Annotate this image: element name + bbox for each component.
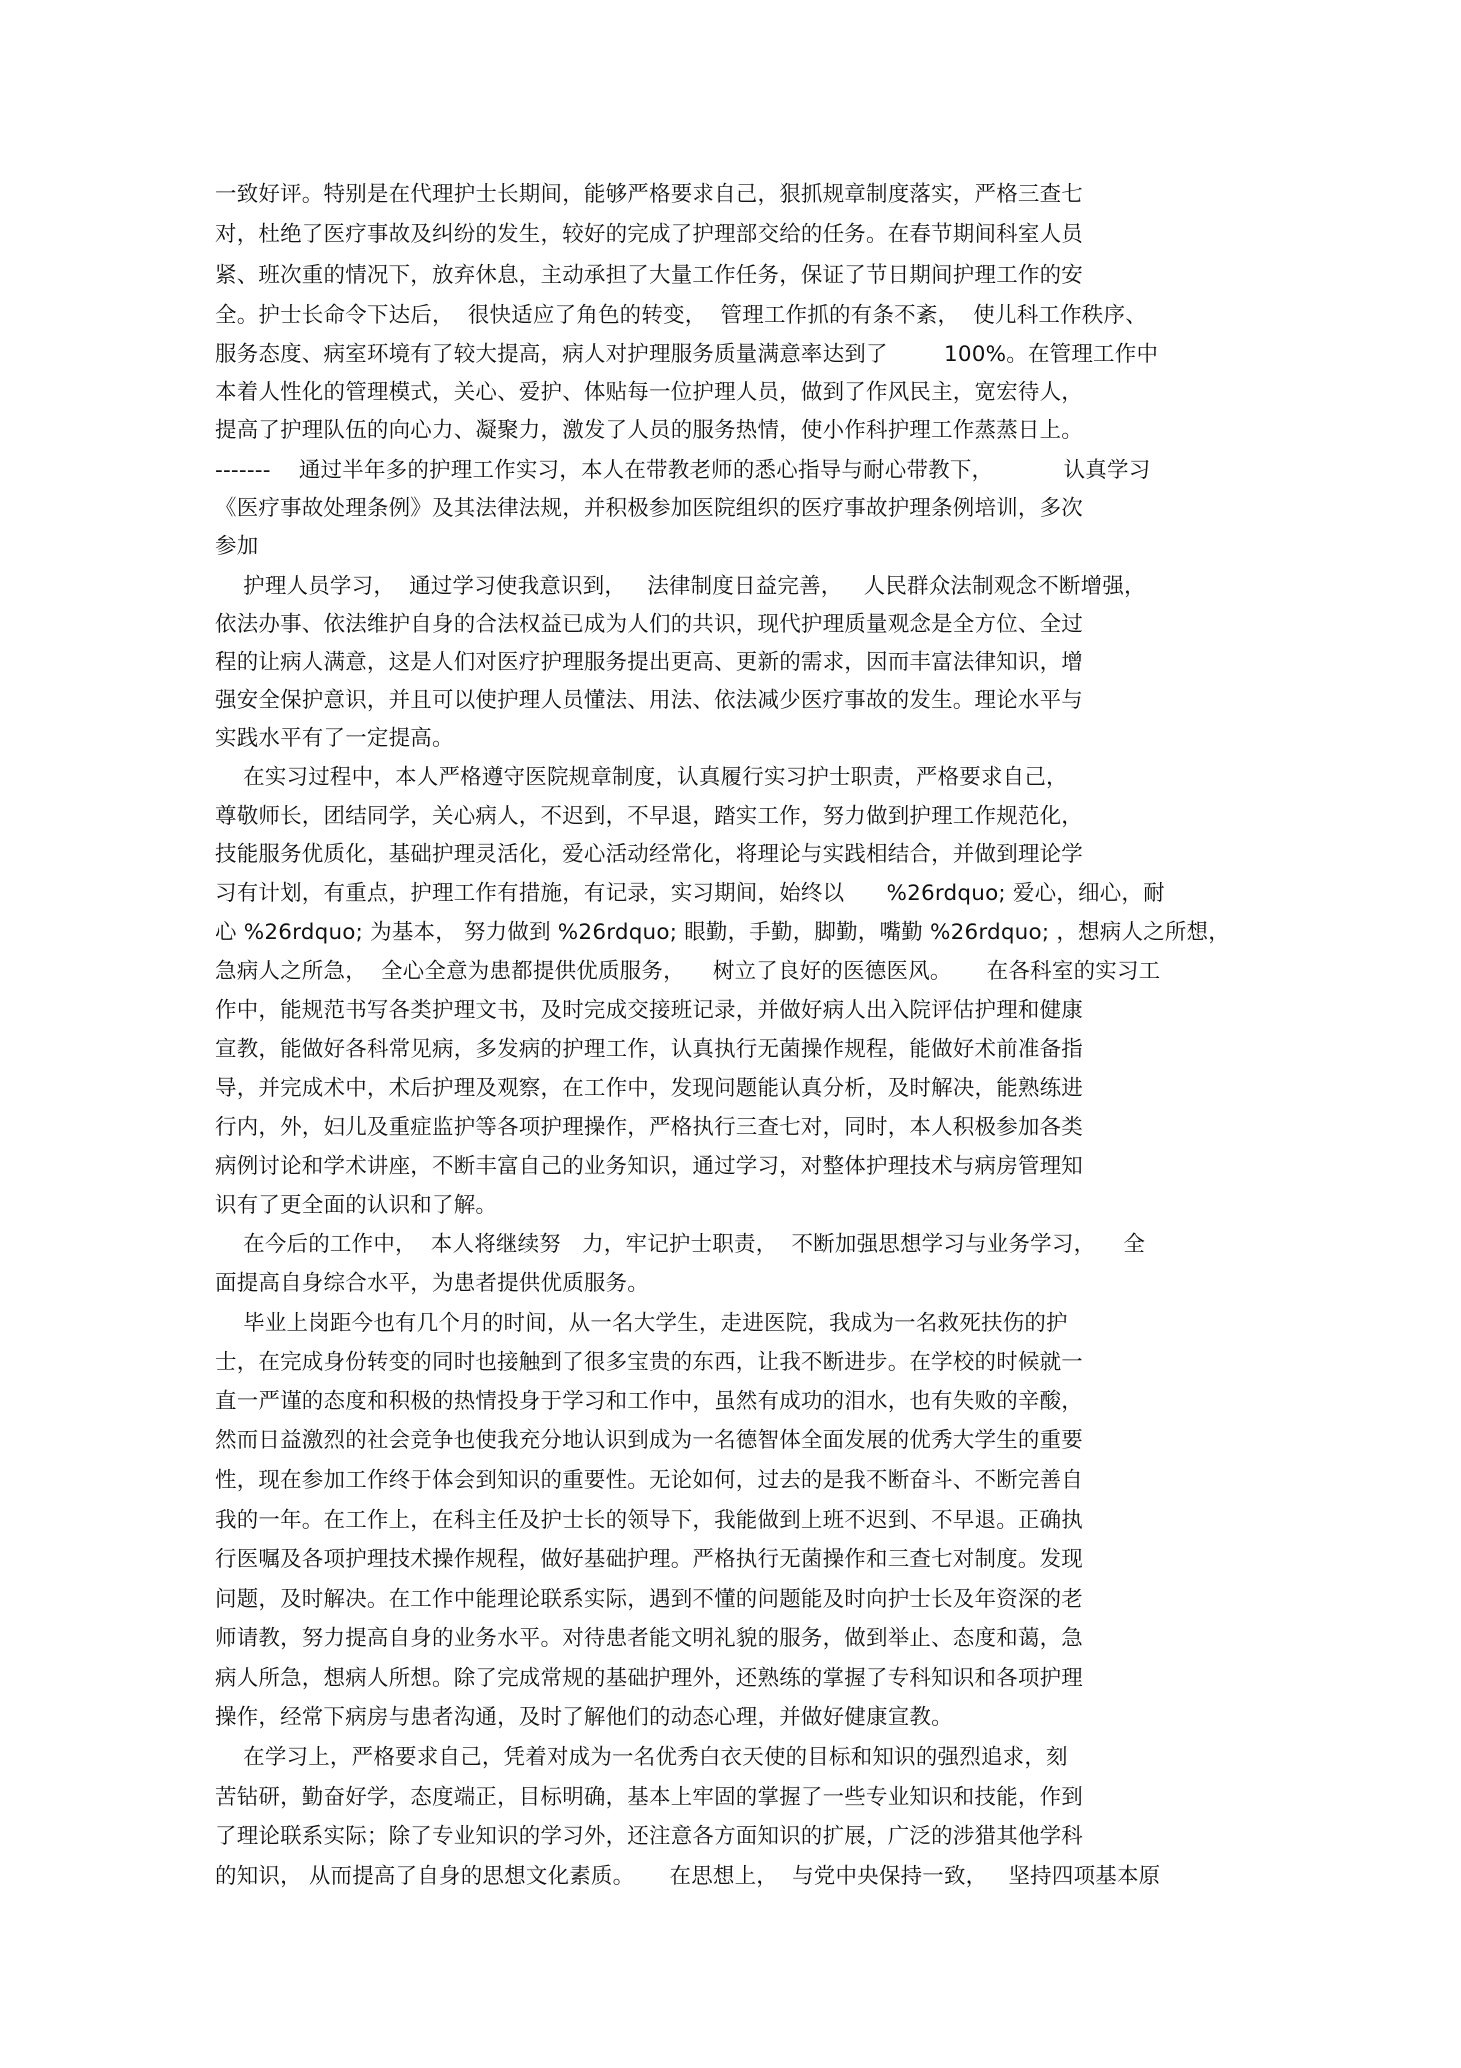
text-line: 习有计划，有重点，护理工作有措施，有记录，实习期间，始终以 %26rdquo; 爱心，细心，耐: [215, 881, 1165, 906]
text-line: 病例讨论和学术讲座，不断丰富自己的业务知识，通过学习，对整体护理技术与病房管理知: [215, 1154, 1084, 1179]
text-line: 心 %26rdquo; 为基本， 努力做到 %26rdquo; 眼勤，手勤，脚勤，嘴勤 %26rdquo; ，想病人之所想，: [215, 920, 1230, 945]
text-line: 识有了更全面的认识和了解。: [215, 1193, 498, 1218]
text-line: 《医疗事故处理条例》及其法律法规，并积极参加医院组织的医疗事故护理条例培训，多次: [215, 496, 1084, 521]
text-line: 在今后的工作中， 本人将继续努 力，牢记护士职责， 不断加强思想学习与业务学习， 全: [215, 1232, 1146, 1257]
text-line: 本着人性化的管理模式，关心、爱护、体贴每一位护理人员，做到了作风民主，宽宏待人，: [215, 380, 1084, 405]
text-line: 了理论联系实际；除了专业知识的学习外，还注意各方面知识的扩展，广泛的涉猎其他学科: [215, 1824, 1084, 1849]
text-line: 急病人之所急， 全心全意为患都提供优质服务， 树立了良好的医德医风。 在各科室的实习工: [215, 959, 1161, 984]
text-line: 行医嘱及各项护理技术操作规程，做好基础护理。严格执行无菌操作和三查七对制度。发现: [215, 1547, 1084, 1572]
text-line: 毕业上岗距今也有几个月的时间，从一名大学生，走进医院，我成为一名救死扶伤的护: [215, 1311, 1068, 1336]
text-line: 程的让病人满意，这是人们对医疗护理服务提出更高、更新的需求，因而丰富法律知识，增: [215, 650, 1084, 675]
text-line: 尊敬师长，团结同学，关心病人，不迟到，不早退，踏实工作，努力做到护理工作规范化，: [215, 804, 1084, 829]
text-line: 技能服务优质化，基础护理灵活化，爱心活动经常化，将理论与实践相结合，并做到理论学: [215, 842, 1084, 867]
text-line: 宣教，能做好各科常见病，多发病的护理工作，认真执行无菌操作规程，能做好术前准备指: [215, 1037, 1084, 1062]
text-line: 参加: [215, 534, 259, 559]
text-line: 在实习过程中，本人严格遵守医院规章制度，认真履行实习护士职责，严格要求自己，: [215, 765, 1068, 790]
text-line: 苦钻研，勤奋好学，态度端正，目标明确，基本上牢固的掌握了一些专业知识和技能，作到: [215, 1785, 1084, 1810]
text-line: 全。护士长命令下达后， 很快适应了角色的转变， 管理工作抓的有条不紊， 使儿科工作秩序、: [215, 303, 1147, 328]
text-line: 我的一年。在工作上，在科主任及护士长的领导下，我能做到上班不迟到、不早退。正确执: [215, 1508, 1084, 1533]
text-line: 在学习上，严格要求自己，凭着对成为一名优秀白衣天使的目标和知识的强烈追求，刻: [215, 1745, 1068, 1770]
text-line: 行内，外，妇儿及重症监护等各项护理操作，严格执行三查七对，同时，本人积极参加各类: [215, 1115, 1084, 1140]
text-line: 依法办事、依法维护自身的合法权益已成为人们的共识，现代护理质量观念是全方位、全过: [215, 612, 1084, 637]
text-line: 的知识， 从而提高了自身的思想文化素质。 在思想上， 与党中央保持一致， 坚持四项基本原: [215, 1864, 1161, 1889]
text-line: 面提高自身综合水平，为患者提供优质服务。: [215, 1271, 650, 1296]
text-line: 一致好评。特别是在代理护士长期间，能够严格要求自己，狠抓规章制度落实，严格三查七: [215, 182, 1084, 207]
text-line: 师请教，努力提高自身的业务水平。对待患者能文明礼貌的服务，做到举止、态度和蔼，急: [215, 1626, 1084, 1651]
text-line: 问题，及时解决。在工作中能理论联系实际，遇到不懂的问题能及时向护士长及年资深的老: [215, 1587, 1084, 1612]
text-line: 然而日益激烈的社会竞争也使我充分地认识到成为一名德智体全面发展的优秀大学生的重要: [215, 1428, 1084, 1453]
text-line: 强安全保护意识，并且可以使护理人员懂法、用法、依法减少医疗事故的发生。理论水平与: [215, 688, 1084, 713]
text-line: 病人所急，想病人所想。除了完成常规的基础护理外，还熟练的掌握了专科知识和各项护理: [215, 1666, 1084, 1691]
text-line: 提高了护理队伍的向心力、凝聚力，激发了人员的服务热情，使小作科护理工作蒸蒸日上。: [215, 418, 1084, 443]
text-line: 操作，经常下病房与患者沟通，及时了解他们的动态心理，并做好健康宣教。: [215, 1705, 953, 1730]
text-line: 护理人员学习， 通过学习使我意识到， 法律制度日益完善， 人民群众法制观念不断增强，: [215, 574, 1146, 599]
text-line: 导，并完成术中，术后护理及观察，在工作中，发现问题能认真分析，及时解决，能熟练进: [215, 1076, 1084, 1101]
text-line: 服务态度、病室环境有了较大提高，病人对护理服务质量满意率达到了 100%。在管理工作中: [215, 342, 1159, 367]
text-line: 实践水平有了一定提高。: [215, 726, 454, 751]
text-line: 士，在完成身份转变的同时也接触到了很多宝贵的东西，让我不断进步。在学校的时候就一: [215, 1350, 1084, 1375]
text-line: 紧、班次重的情况下，放弃休息，主动承担了大量工作任务，保证了节日期间护理工作的安: [215, 263, 1084, 288]
text-line: 直一严谨的态度和积极的热情投身于学习和工作中，虽然有成功的泪水，也有失败的辛酸，: [215, 1389, 1084, 1414]
text-line: 性，现在参加工作终于体会到知识的重要性。无论如何，过去的是我不断奋斗、不断完善自: [215, 1468, 1084, 1493]
text-line: 对，杜绝了医疗事故及纠纷的发生，较好的完成了护理部交给的任务。在春节期间科室人员: [215, 222, 1084, 247]
text-line: 作中，能规范书写各类护理文书，及时完成交接班记录，并做好病人出入院评估护理和健康: [215, 998, 1084, 1023]
text-line: ------- 通过半年多的护理工作实习，本人在带教老师的悉心指导与耐心带教下， 认真学习: [215, 458, 1151, 483]
